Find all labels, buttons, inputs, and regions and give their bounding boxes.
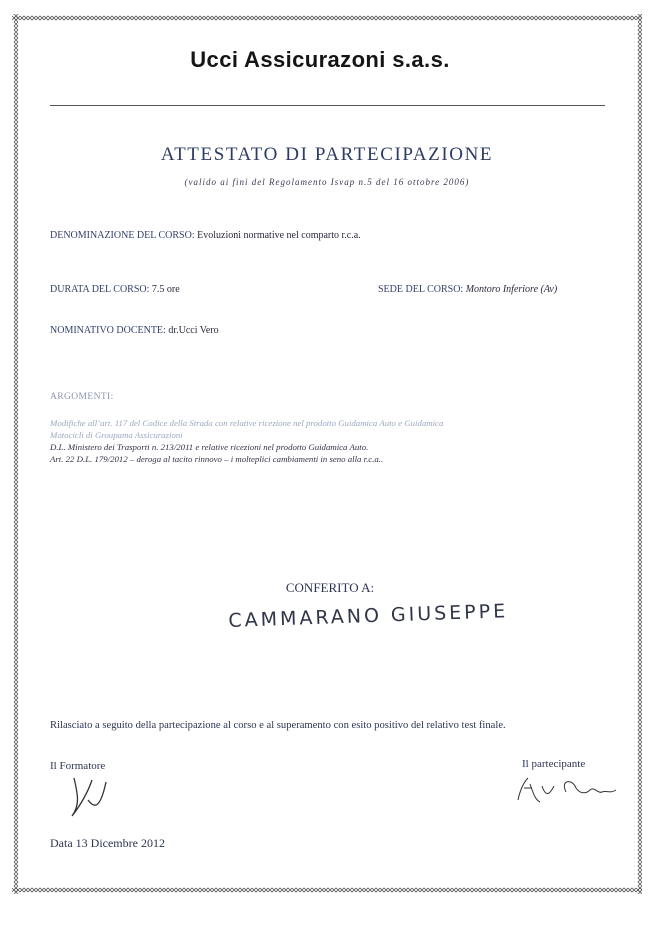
- course-name-label: DENOMINAZIONE DEL CORSO:: [50, 230, 195, 241]
- teacher-row: [50, 325, 219, 336]
- company-title: Ucci Assicurazoni s.a.s.: [190, 47, 450, 72]
- certificate-heading: ATTESTATO DI PARTECIPAZIONE: [160, 144, 494, 165]
- trainer-signature: [58, 770, 118, 820]
- course-name-value: Evoluzioni normative nel comparto r.c.a.: [197, 230, 361, 241]
- teacher-value: dr.Ucci Vero: [168, 325, 219, 336]
- course-duration-row: [50, 284, 180, 295]
- course-location-label: SEDE DEL CORSO:: [378, 284, 464, 295]
- recipient-name: CAMMARANO GIUSEPPE: [228, 600, 509, 632]
- participant-signature: [510, 770, 630, 810]
- divider: [50, 105, 605, 106]
- course-duration-value: 7.5 ore: [151, 284, 180, 295]
- trainer-label: Il Formatore: [50, 760, 106, 772]
- issued-statement: Rilasciato a seguito della partecipazione al corso e al superamento con esito positivo del relativo test finale.: [50, 720, 506, 731]
- teacher-label: NOMINATIVO DOCENTE:: [50, 325, 166, 336]
- topic-line: Art. 22 D.L. 179/2012 – deroga al tacito rinnovo – i molteplici cambiamenti in seno alla r.c.a..: [50, 454, 384, 464]
- awarded-to-label: CONFERITO A:: [285, 580, 375, 595]
- course-location-value: Montoro Inferiore (Av): [465, 284, 558, 295]
- certificate-subheading: (valido ai fini del Regolamento Isvap n.5 del 16 ottobre 2006): [184, 177, 470, 187]
- topics-title: ARGOMENTI:: [50, 392, 114, 402]
- course-duration-label: DURATA DEL CORSO:: [50, 284, 150, 295]
- issue-date: Data 13 Dicembre 2012: [50, 836, 165, 850]
- participant-label: Il partecipante: [522, 758, 586, 770]
- course-name-row: [50, 230, 361, 241]
- topic-line: Modifiche all’art. 117 del Codice della Strada con relative ricezione nel prodotto Guidamica Auto e Guidamica: [50, 418, 444, 428]
- topic-line: D.L. Ministero dei Trasporti n. 213/2011 e relative ricezioni nel prodotto Guidamica Auto.: [50, 442, 369, 452]
- course-location-row: [378, 284, 557, 295]
- topic-line: Motocicli di Groupama Assicurazioni: [50, 430, 183, 440]
